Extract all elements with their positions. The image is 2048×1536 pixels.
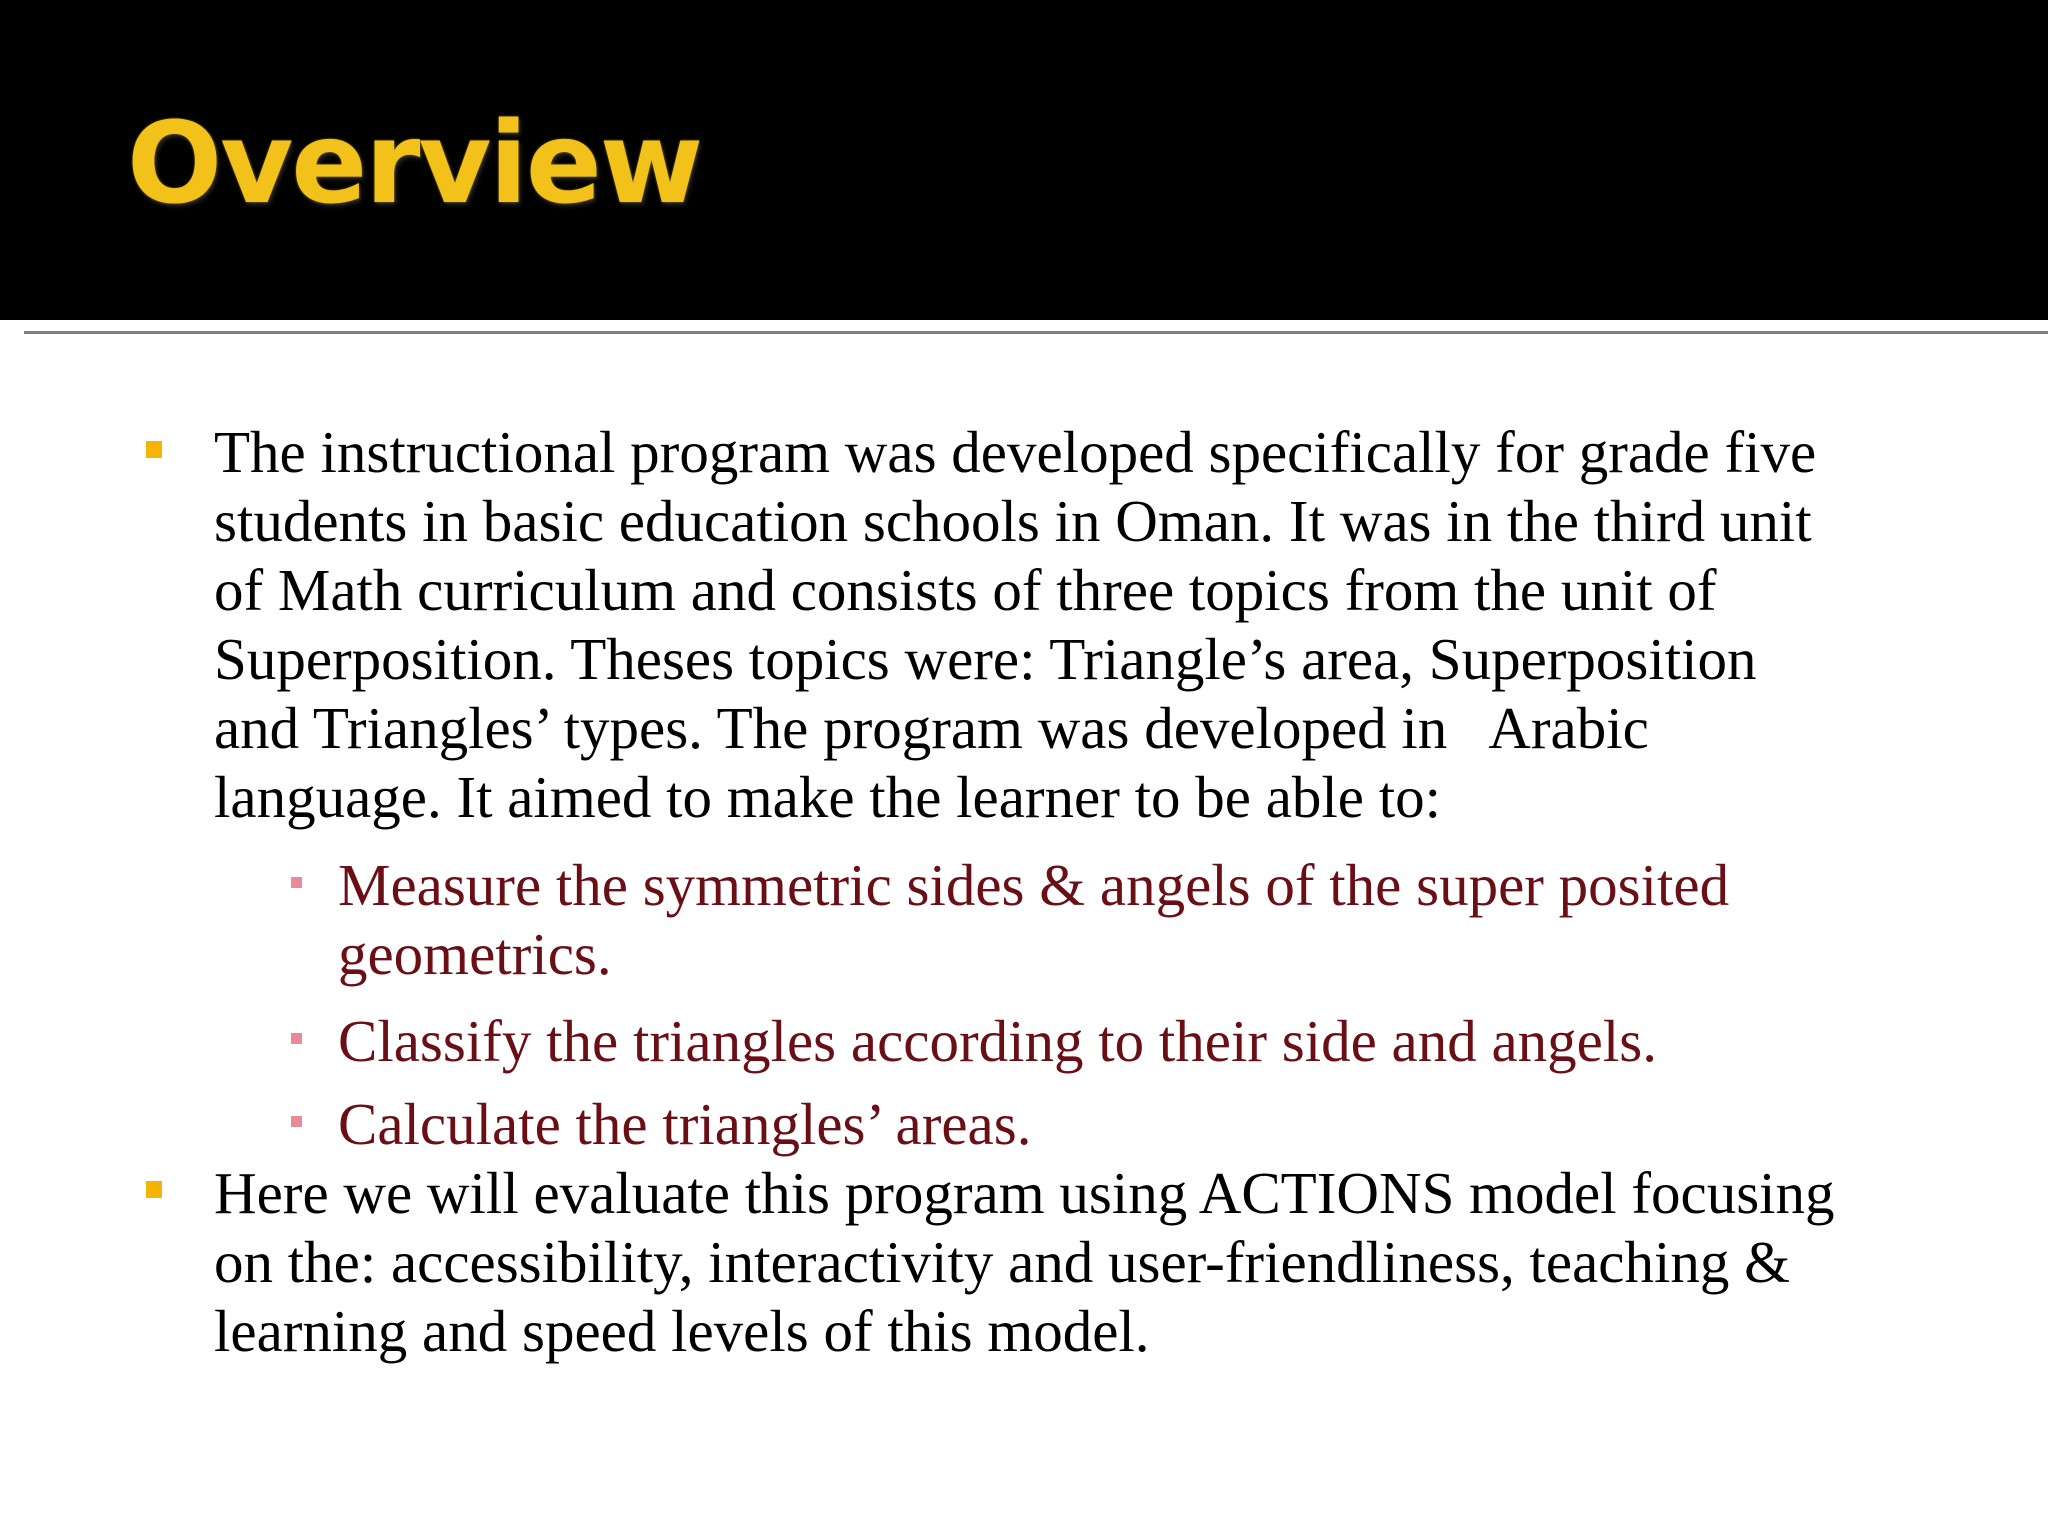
bullet-1-line-6: language. It aimed to make the learner to be able to: xyxy=(214,764,1442,830)
sub-bullet-1-line-1: Measure the symmetric sides & angels of the super posited xyxy=(338,852,1730,918)
bullet-1-line-1: The instructional program was developed specifically for grade five xyxy=(214,419,1817,485)
slide-title: Overview xyxy=(127,99,702,229)
title-divider-line xyxy=(24,331,2048,334)
title-band xyxy=(0,0,2048,320)
sub-bullet-3-line-1: Calculate the triangles’ areas. xyxy=(338,1091,1032,1157)
sub-bullet-1-line-2: geometrics. xyxy=(338,921,612,987)
bullet-1-line-2: students in basic education schools in Oman. It was in the third unit xyxy=(214,488,1812,554)
title-divider-white xyxy=(0,320,2048,328)
sub-bullet-2-line-1: Classify the triangles according to their side and angels. xyxy=(338,1008,1657,1074)
sub-bullet-marker xyxy=(291,1033,302,1044)
bullet-2-line-3: learning and speed levels of this model. xyxy=(214,1298,1150,1364)
sub-bullet-marker xyxy=(291,877,302,888)
sub-bullet-marker xyxy=(291,1116,302,1127)
bullet-marker xyxy=(146,1181,162,1198)
bullet-1-line-5: and Triangles’ types. The program was developed in Arabic xyxy=(214,695,1649,761)
bullet-marker xyxy=(146,441,162,458)
bullet-1-line-4: Superposition. Theses topics were: Triangle’s area, Superposition xyxy=(214,626,1757,692)
bullet-2-line-1: Here we will evaluate this program using ACTIONS model focusing xyxy=(214,1160,1835,1226)
bullet-1-line-3: of Math curriculum and consists of three topics from the unit of xyxy=(214,557,1717,623)
bullet-2-line-2: on the: accessibility, interactivity and user-friendliness, teaching & xyxy=(214,1229,1791,1295)
